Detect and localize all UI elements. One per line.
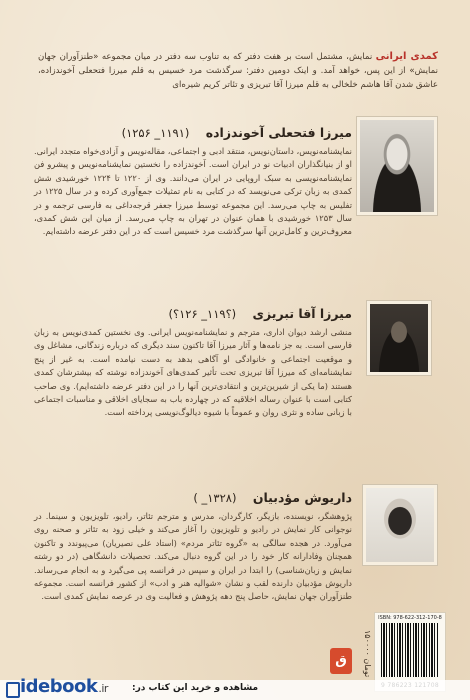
section-body-tabrizi: منشی ارشد دیوان اداری، مترجم و نمایشنامه‌نویس ایرانی. وی نخستین کمدی‌نویس به زبان فارسی است. به جز نامه‌ها و آثار میرزا آقا تاکنون سند دیگری که درباره زندگانی، مشاغل وی و موقعیت اجتماعی و خانوادگی او آگاهی بدهد به دست نیامده است. به غیر از پنج نمایشنامه‌ای که میرزا آقا تبریزی تحت تأثیر کمدی‌های آخوندزاده نوشته که بیشترشان کمدی هستند (ما یکی از شیرین‌ترین و انتقادی‌ترین آنها را در این دفتر عرضه داشته‌ایم). وی صاحب کتابی است با عنوان رساله اخلاقیه که در چهارده باب به سجایای اخلاقی و مناسبات اجتماعی با زبانی ساده و نثری روان و عموماً با شیوه دیالوگ‌نویسی پرداخته است. xyxy=(34,327,352,418)
author-dates: (۱۱۹۱_ ۱۲۵۶) xyxy=(121,126,190,140)
section-title-akhundzadeh xyxy=(122,125,352,140)
section-body-akhundzadeh: نمایشنامه‌نویس، داستان‌نویس، منتقد ادبی و اجتماعی، مقاله‌نویس و آزادی‌خواه متجدد ایرانی. او از بنیانگذاران ادبیات نو در ایران است. آخوندزاده را نخستین نمایشنامه‌نویس و پیشرو فن نمایشنامه‌نویسی به سبک اروپایی در ایران می‌دانند. وی از ۱۲۲۰ تا ۱۲۲۴ خورشیدی شش کمدی به زبان ترکی می‌نویسد که در کتابی به نام تمثیلات جمع‌آوری کرده و در سال ۱۲۲۵ در تفلیس به چاپ می‌رسد. این مجموعه توسط میرزا جعفر قرجه‌داغی به فارسی ترجمه و در سال ۱۲۵۳ خورشیدی با همان عنوان در تهران به چاپ می‌رسد. از میان این شش کمدی، معروف‌ترین و کامل‌ترین آنها سرگذشت مرد خسیس است که در این دفتر عرضه داشته‌ایم. xyxy=(34,146,353,237)
portrait-akhundzadeh xyxy=(356,116,438,216)
author-name: میرزا فتحعلی آخوندزاده xyxy=(205,125,352,140)
author-name: داریوش مؤدبیان xyxy=(252,490,352,505)
author-dates: (؟۱۱۹_ ۱۲۶؟) xyxy=(168,307,237,321)
brand-tld: .ir xyxy=(98,682,108,695)
portrait-tabrizi xyxy=(366,300,432,376)
cart-icon xyxy=(6,682,20,698)
publisher-logo: ق xyxy=(330,648,352,674)
watermark-cta: مشاهده و خرید این کتاب در: xyxy=(132,683,259,693)
brand-name: idebook xyxy=(20,676,98,697)
intro-paragraph xyxy=(38,50,438,92)
price-label: ۱۵۰۰۰۰ تومان xyxy=(363,630,372,678)
portrait-moadabian xyxy=(362,484,438,566)
watermark-brand[interactable] xyxy=(6,676,108,697)
author-name: میرزا آقا تبریزی xyxy=(252,306,352,321)
intro-text: نمایش، مشتمل است بر هفت دفتر که به تناوب سه دفتر در میان مجموعه «طنزآوران جهان نمایش» از این پس، خواهد آمد. و اینک دومین دفتر: سرگذشت مرد خسیس به قلم میرزا فتحعلی آخوندزاده، عاشق شدن آقا هاشم خلخالی به قلم میرزا آقا تبریزی و تئاتر کریم شیره‌ای xyxy=(38,52,438,90)
section-body-moadabian: پژوهشگر، نویسنده، بازیگر، کارگردان، مدرس و مترجم تئاتر، رادیو، تلویزیون و سینما. در نوجوانی کار نمایش در رادیو و تلویزیون را آغاز می‌کند و خیلی زود به تئاتر و صحنه روی می‌آورد. در هجده سالگی به «گروه تئاتر مردم» (استاد علی نصیریان) می‌پیوندد و تاکنون همچنان وفادارانه کار خود را در این گروه دنبال می‌کند. تحصیلات دانشگاهی (در دو رشته نمایش و زبان‌شناسی) را ابتدا در ایران و سپس در فرانسه پی می‌گیرد و به انجام می‌رساند. داریوش مؤدبیان دارنده لقب و نشان «شوالیه هنر و ادب» از کشور فرانسه است. مجموعه طنزآوران جهان نمایش، حاصل پنج دهه پژوهش و فعالیت وی در عرصه نمایش کمدی است. xyxy=(34,511,352,602)
section-title-tabrizi xyxy=(169,306,352,321)
section-title-moadabian xyxy=(193,490,352,505)
author-dates: (۱۳۲۸_ ) xyxy=(193,491,237,505)
isbn-text: ISBN: 978-622-312-170-8 xyxy=(378,615,442,621)
series-title: کمدی ایرانی xyxy=(375,51,438,62)
barcode-bars xyxy=(381,623,439,677)
